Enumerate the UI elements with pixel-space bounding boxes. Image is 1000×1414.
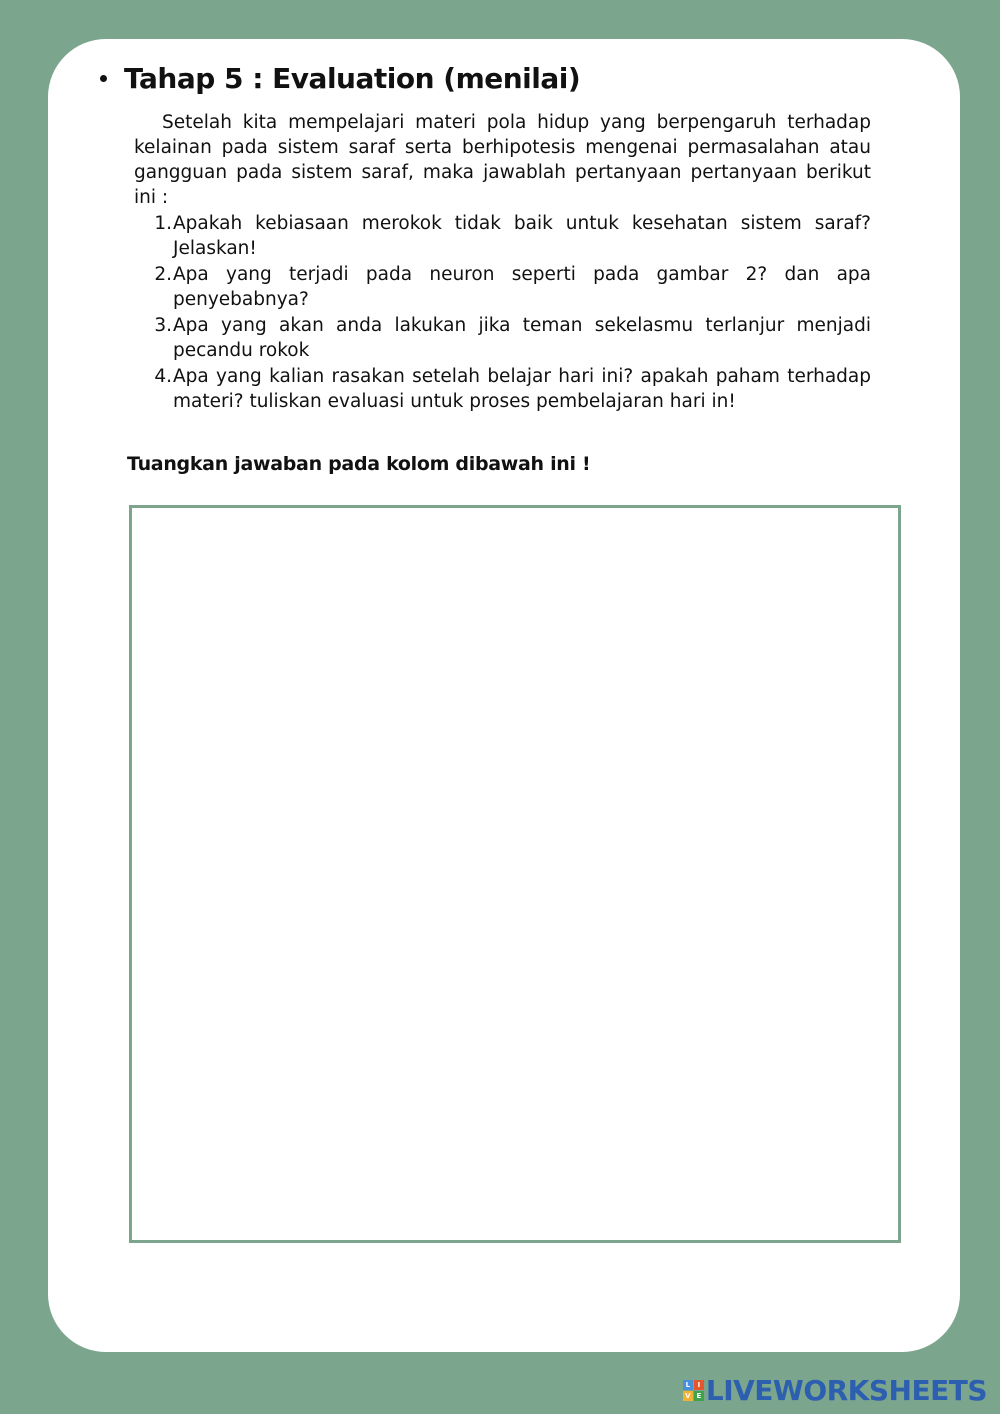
intro-paragraph: Setelah kita mempelajari materi pola hidup yang berpengaruh terhadap kelainan pada sistem saraf serta berhipotesis mengenai permasalahan atau gangguan pada sistem saraf, maka jawablah pertanyaan pertanyaan berikut ini : xyxy=(134,112,871,208)
liveworksheets-brand xyxy=(683,1374,987,1407)
question-text: Apa yang akan anda lakukan jika teman sekelasmu terlanjur menjadi pecandu rokok xyxy=(173,315,871,361)
question-text: Apa yang terjadi pada neuron seperti pada gambar 2? dan apa penyebabnya? xyxy=(173,264,871,310)
question-item xyxy=(134,313,871,363)
question-text: Apa yang kalian rasakan setelah belajar hari ini? apakah paham terhadap materi? tuliskan evaluasi untuk proses pembelajaran hari in! xyxy=(173,366,871,412)
question-list xyxy=(134,211,871,415)
question-item xyxy=(134,364,871,414)
logo-letter: V xyxy=(683,1391,693,1401)
question-item xyxy=(134,211,871,261)
logo-letter: E xyxy=(694,1391,704,1401)
logo-letter: L xyxy=(683,1380,693,1390)
question-number: 1. xyxy=(154,213,172,234)
question-text: Apakah kebiasaan merokok tidak baik untuk kesehatan sistem saraf? Jelaskan! xyxy=(173,213,871,259)
question-item xyxy=(134,262,871,312)
question-number: 2. xyxy=(154,264,172,285)
question-number: 4. xyxy=(154,366,172,387)
liveworksheets-logo-icon xyxy=(683,1380,704,1401)
answer-instruction: Tuangkan jawaban pada kolom dibawah ini ! xyxy=(127,453,591,475)
section-heading xyxy=(100,62,580,95)
bullet-icon xyxy=(100,75,107,82)
heading-text: Tahap 5 : Evaluation (menilai) xyxy=(124,62,581,95)
logo-letter: I xyxy=(694,1380,704,1390)
question-number: 3. xyxy=(154,315,172,336)
answer-box[interactable] xyxy=(129,505,901,1243)
brand-text: LIVEWORKSHEETS xyxy=(705,1374,987,1407)
